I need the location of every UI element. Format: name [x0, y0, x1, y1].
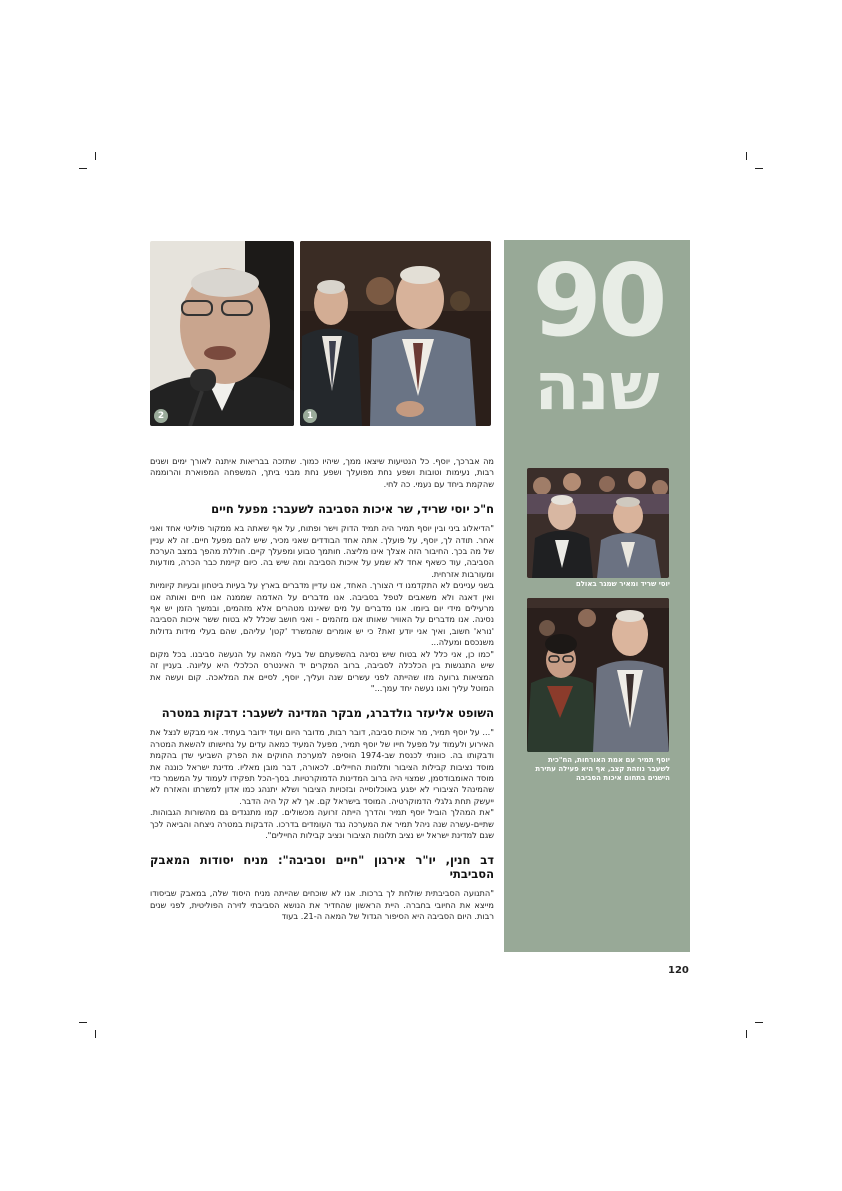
article-paragraph: "... על יוסף תמיר, מר איכות סביבה, דובר רבות, מדובר היום ועוד ידובר בעתיד. אני מבקש לנצל את האירוע ולעמוד על מפעל חייו של יוסף תמיר, מפעל המעיד כמאה עדים על נחישותו להשאת המטרה ודבקותו בה. כוונתי לכנסת שב-1974 הוסיפה למערכת החוקים את הפרק השביעי שדן בהקמת מוסד נציבות קבילות הציבור ותלונות החיילים. לכאורה, דבר מובן מאליו. מדינת ישראל כוננה את מוסד האומבודסמן, שמצוי היה ברוב המדינות הדמוקרטיות. בסך-הכל תפקידו לעמוד על המשמר כדי שהמינהל הציבורי לא יפגע באוכלוסייה ובזכויות הציבור ושלא יתנהג כמו אדון למשרתו והאזרח לא ייעשק תחת גלגלי הדמוקרטיה. המוסד בישראל קם. אך לא קל היה הדבר. — [150, 727, 494, 806]
crop-mark — [79, 1022, 87, 1023]
photo-caption-line: יוסף תמיר עם אמת האורחות, הח"כית — [548, 756, 670, 764]
sidebar-big-word: שנה — [534, 348, 660, 425]
crop-mark — [79, 168, 87, 169]
photo-caption — [524, 756, 670, 783]
article-paragraph: "התנועה הסביבתית שולחת לך ברכות. אנו לא שוכחים שהייתה מניח היסוד שלה, במאבק שביסודו מייצא את החיובי בחברה. היית הראשון שהחדיר את הנושא הסביבתי לזירה הפוליטית, לפני שנים רבות. היום הסביבה היא הסיפור הגדול של המאה ה-21. בעוד — [150, 888, 494, 922]
sidebar-big-number: 90 — [532, 242, 664, 359]
section-heading-sarid: ח"כ יוסי שריד, שר איכות הסביבה לשעבר: מפעל חיים — [211, 502, 494, 517]
crop-mark — [746, 152, 747, 160]
article-body — [150, 456, 494, 923]
photo-caption-line: הישגים בתחום איכות הסביבה — [576, 774, 670, 782]
page-number: 120 — [668, 965, 689, 976]
crop-mark — [755, 168, 763, 169]
photo-number-badge: 1 — [303, 409, 317, 423]
section-heading-henin: דב חנין, יו"ר אירגון "חיים וסביבה": מניח יסודות המאבק הסביבתי — [150, 853, 494, 882]
crop-mark — [95, 1030, 96, 1038]
article-paragraph: "הדיאלוג ביני ובין יוסף תמיר היה תמיד הדוק וישר ופתוח, על אף שאתה בא ממקור פוליטי אחד ואני אחר. תודה לך, יוסף, על פועלך. אתה אחד הבודדים שאני מכיר, שיש להם מפעל חיים. זה לא עניין של מה בכך. החיבור הזה אצלך אינו מליצה. חותמך טבוע ומפעלך קיים. חוללת מהפך במצב הערכת הסביבה, עוד כשאף אחד לא שמע על איכות הסביבה ומה שיש בה. כיום קיימת כבר הכרה, מודעות ומעורבות אזרחית. — [150, 523, 494, 579]
photo-speaker-microphone — [150, 241, 294, 426]
crop-mark — [746, 1030, 747, 1038]
photo-number-badge: 2 — [154, 409, 168, 423]
article-paragraph: "כמו כן, אני כלל לא בטוח שיש נסיגה בהשפעתם של בעלי המאה על הנעשה סביבנו. בכל מקום שיש התנגשות בין הכלכלה לסביבה, ברוב המקרים יד האינטרס הכלכלי היא עליונה. בעניין זה המציאות גרועה מזו שהייתה לפני עשרים שנה ועליך, יוסף, לסיים את המלאכה. קום ועשה את המוטל עליך ואנו נעשה יחד עמך..." — [150, 648, 494, 693]
section-heading-goldberg: השופט אליעזר גולדברג, מבקר המדינה לשעבר: דבקות במטרה — [161, 706, 494, 721]
article-intro-paragraph: מה אברכך, יוסף. כל הנטיעות שיצאו ממך, שיהיו כמוך. שתזכה בבריאות איתנה לאורך ימים ושנים רבות, נעימות וטובות ושפע נחת מפועלך ושפע נחת מבני ביתך, המשפחה המפוארת והרוממה שהקמת ביחד עם נעמי. כה לחי. — [150, 456, 494, 489]
sidebar-photo-couple — [527, 598, 669, 752]
photo-caption: יוסי שריד ומאיר שמגר באולם — [575, 580, 670, 588]
photo-caption-line: לשעבר נוזהת קצב, אף היא פעילה עתירת — [535, 765, 670, 773]
article-paragraph: "את המהלך הוביל יוסף תמיר והדרך הייתה זרועה מכשולים. קמו מתנגדים גם מהשורות הגבוהות. שתיים-עשרה שנה ניהל תמיר את המערכה נגד העומדים בדרכו. הדבקות במטרה ניצחה והביאה לכך שגם למדינת ישראל יש נציב תלונות הציבור ונציב קבילות החיילים". — [150, 807, 494, 840]
article-paragraph: בשני עניינים לא התקדמנו די הצורך. האחד, אנו עדיין מדברים בארץ על בעיות ביטחון ובעיות קיומיות ואין דאגה ולא משאבים לטפל בסביבה. אנו מדברים על האדמה שממנה אנו חיים ואותה אנו מרעילים מידי יום ביומו. אנו מדברים על מים שאיננו מטהרים אלא מזהמים, ובמשך הזמן יש אף נסיגה. אנו מדברים על האוויר שאותו אנו מזהמים - ואני חושב שכלל לא בטוח ששר איכות הסביבה 'נורא' חשוב, ואיך אני יודע זאת? כי יש אומרים שהמשרד 'קטן' עליהם, שהם בעלי מידות גדולות משנכסם ומעלה... — [150, 580, 494, 648]
sidebar-panel — [504, 240, 690, 952]
crop-mark — [95, 152, 96, 160]
sidebar-photo-audience — [527, 468, 669, 578]
crop-mark — [755, 1022, 763, 1023]
photo-two-men — [300, 241, 491, 426]
